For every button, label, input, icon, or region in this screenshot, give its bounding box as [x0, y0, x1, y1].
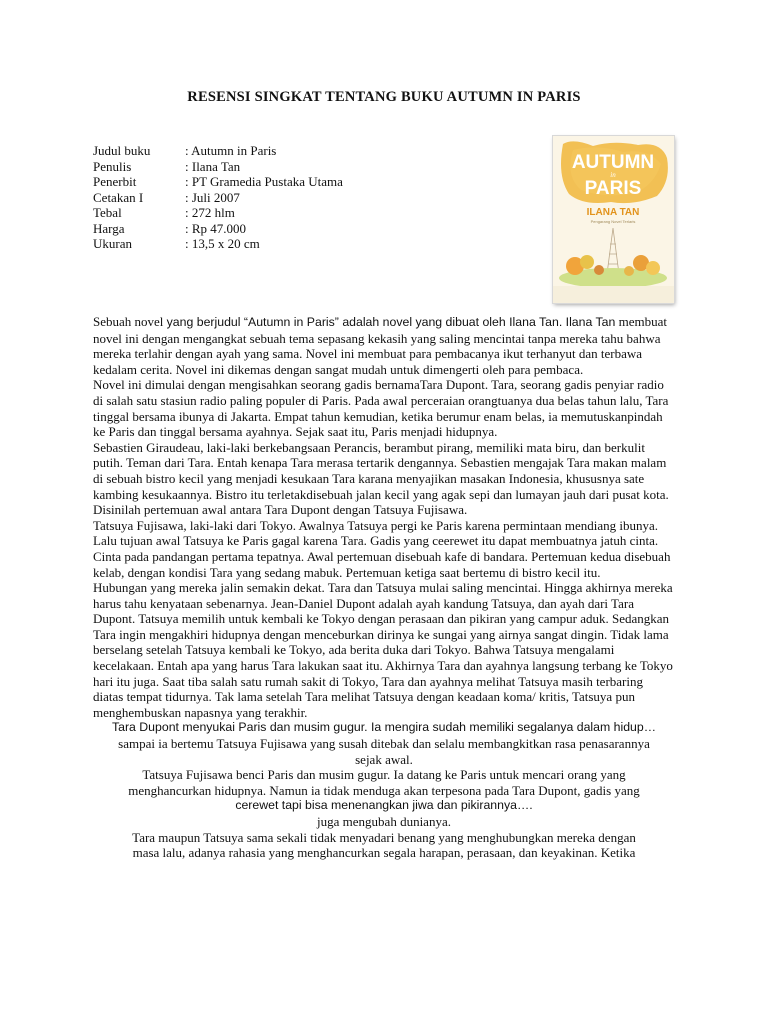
- info-label: Cetakan I: [93, 189, 144, 205]
- info-value: : 272 hlm: [185, 205, 235, 220]
- info-label: Tebal: [93, 205, 122, 220]
- synopsis-line: cerewet tapi bisa menenangkan jiwa dan pikirannya….: [235, 798, 533, 813]
- cover-tagline: Pengarang Novel Terlaris: [590, 219, 636, 224]
- info-value: : Juli 2007: [185, 189, 240, 205]
- paragraph-sebastien: Sebastien Giraudeau, laki-laki berkebangsaan Perancis, berambut pirang, memiliki mata biru, dan berkulit putih. Teman dari Tara. Entah kenapa Tara merasa tertarik dengannya. Sebastien mengajak Tara makan malam di sebuah bistro kecil yang menjadi kesukaan Tara karana menyajikan masakan Indonesia, khususnya sate kambing kesukaannya. Bistro itu terletakdisebuah jalan kecil yang agak sepi dan lumayan jauh dari pusat kota. Disinilah pertemuan awal antara Tara Dupont dengan Tatsuya Fujisawa.: [93, 439, 669, 518]
- cover-title-2: PARIS: [584, 178, 642, 199]
- info-label: Penulis: [93, 158, 132, 174]
- info-row-edition: [93, 190, 343, 206]
- paragraph-tara: Novel ini dimulai dengan mengisahkan seorang gadis bernamaTara Dupont. Tara, seorang gadis penyiar radio di salah satu stasiun radio paling populer di Paris. Pada awal perceraian orangtuanya dua belas tahun lalu, Tara tinggal bersama ibunya di Jakarta. Empat tahun kemudian, ketika berumur enam belas, ia memutuskanpindah ke Paris dan tinggal bersama ayahnya. Sejak saat itu, Paris menjadi hidupnya.: [93, 377, 669, 440]
- paragraph-relationship: Hubungan yang mereka jalin semakin dekat. Tara dan Tatsuya mulai saling mencintai. Hingga akhirnya mereka harus tahu kenyataan sebenarnya. Jean-Daniel Dupont adalah ayah kandung Tatsuya, dan ayah dari Tara Dupont. Tatsuya memilih untuk kembali ke Tokyo dengan perasaan dan pikiran yang campur aduk. Sedangkan Tara ingin mengakhiri hidupnya dengan menceburkan dirinya ke sungai yang airnya sangat dingin. Tidak lama berselang setelah Tatsuya kembali ke Tokyo, ada berita duka dari Tokyo. Bahwa Tatsuya mengalami kecelakaan. Entah apa yang harus Tara lakukan saat itu. Akhirnya Tara dan ayahnya langsung terbang ke Tokyo hari itu juga. Saat tiba salah satu rumah sakit di Tokyo, Tara dan ayahnya melihat Tatsuya masih terbaring diatas tempat tidurnya. Tak lama setelah Tara melihat Tatsuya dengan keadaan koma/ kritis, Tatsuya pun menghembuskan napasnya yang terakhir.: [93, 580, 673, 720]
- synopsis-line: menghancurkan hidupnya. Namun ia tidak menduga akan terpesona pada Tara Dupont, gadis yang: [128, 782, 640, 798]
- info-row-author: [93, 159, 343, 175]
- info-value: : 13,5 x 20 cm: [185, 236, 260, 251]
- info-row-pages: [93, 205, 343, 221]
- synopsis-line: masa lalu, adanya rahasia yang menghancurkan segala harapan, perasaan, dan keyakinan. Ketika: [132, 845, 636, 861]
- cover-author: ILANA TAN: [586, 207, 640, 218]
- info-value: : Rp 47.000: [185, 220, 247, 236]
- cover-title-small: in: [610, 171, 616, 179]
- paragraph-tatsuya: Tatsuya Fujisawa, laki-laki dari Tokyo. Awalnya Tatsuya pergi ke Paris karena permintaan mendiang ibunya. Lalu tujuan awal Tatsuya ke Paris gagal karena Tara. Gadis yang ceerewet itu dapat membuatnya jatuh cinta. Cinta pada pandangan pertama tepatnya. Awal pertemuan disebuah kafe di bandara. Pertemuan kedua disebuah kelab, dengan kondisi Tara yang sedang mabuk. Pertemuan ketiga saat bertemu di bistro kecil itu.: [93, 517, 671, 580]
- info-label: Ukuran: [93, 236, 132, 251]
- paragraph-intro-rest: membuat novel ini dengan mengangkat sebuah tema sepasang kekasih yang saling mencintai tanpa mereka tahu bahwa mereka terlahir dengan ayah yang sama. Novel ini membuat para pembacanya ikut terhanyut dan terbawa kedalam cerita. Novel ini dikemas dengan sangat mudah untuk dimengerti oleh para pembaca.: [93, 314, 667, 377]
- info-label: Penerbit: [93, 174, 137, 189]
- synopsis-line: juga mengubah dunianya.: [317, 814, 451, 829]
- review-body: [93, 314, 675, 861]
- synopsis-line: Tara maupun Tatsuya sama sekali tidak menyadari benang yang menghubungkan mereka dengan: [132, 829, 636, 845]
- synopsis-line: sampai ia bertemu Tatsuya Fujisawa yang susah ditebak dan selalu membangkitkan rasa penasarannya: [118, 736, 650, 752]
- info-value: : PT Gramedia Pustaka Utama: [185, 174, 343, 189]
- book-cover-image: [553, 136, 674, 303]
- info-row-size: [93, 236, 343, 252]
- page-title: RESENSI SINGKAT TENTANG BUKU AUTUMN IN PARIS: [187, 89, 581, 105]
- paragraph-intro-start: Sebuah novel: [93, 314, 167, 329]
- book-cover-illustration: [553, 136, 674, 303]
- info-row-publisher: [93, 174, 343, 190]
- info-row-price: [93, 221, 343, 237]
- info-value: : Autumn in Paris: [185, 143, 277, 158]
- info-label: Judul buku: [93, 143, 151, 158]
- paragraph-intro: [93, 314, 675, 377]
- info-row-title: [93, 143, 343, 159]
- paragraph-intro-sans: yang berjudul “Autumn in Paris” adalah novel yang dibuat oleh Ilana Tan. Ilana Tan: [166, 315, 616, 329]
- info-label: Harga: [93, 220, 125, 236]
- synopsis-line: Tara Dupont menyukai Paris dan musim gugur. Ia mengira sudah memiliki segalanya dalam hidup…: [111, 720, 657, 735]
- info-value: : Ilana Tan: [185, 158, 241, 174]
- book-info-table: [93, 143, 343, 252]
- synopsis-line: sejak awal.: [355, 751, 413, 767]
- cover-title-1: AUTUMN: [571, 152, 655, 173]
- synopsis-line: Tatsuya Fujisawa benci Paris dan musim gugur. Ia datang ke Paris untuk mencari orang yang: [142, 767, 626, 783]
